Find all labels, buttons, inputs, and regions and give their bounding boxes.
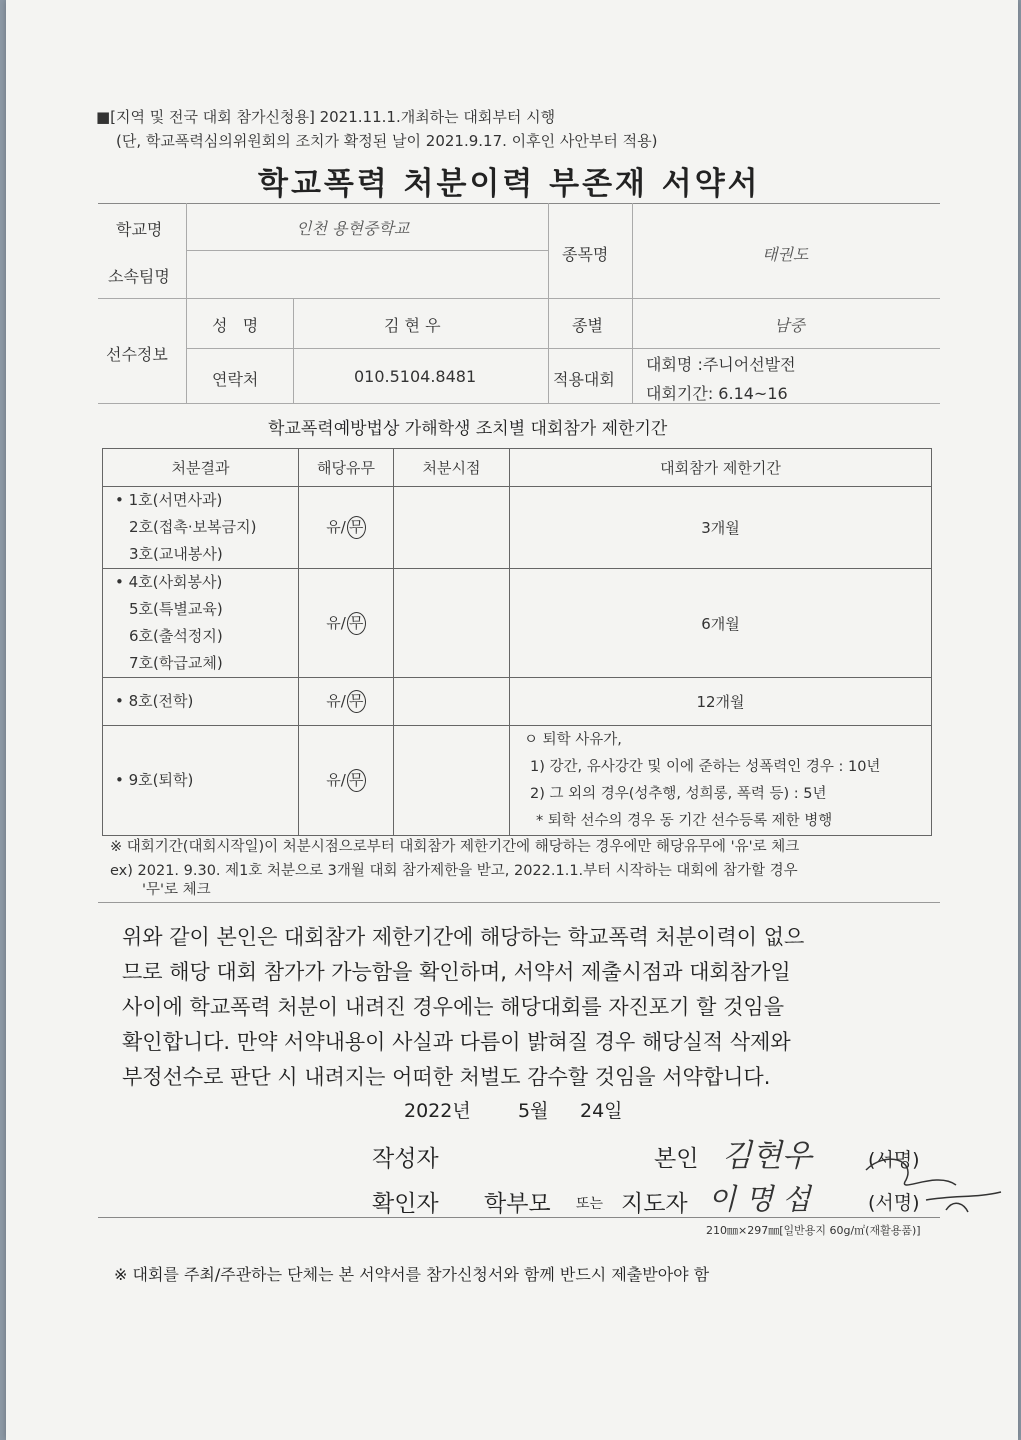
result-item: 7호(학급교체) (129, 654, 223, 672)
result-item: 2호(접촉·보복금지) (129, 518, 257, 536)
event-label: 종목명 (562, 245, 609, 264)
pledge-paragraph (122, 920, 932, 1095)
pledge-line: 부정선수로 판단 시 내려지는 어떠한 처벌도 감수할 것임을 서약합니다. (122, 1065, 771, 1089)
header-point: 처분시점 (394, 449, 510, 487)
name-label: 성 명 (212, 316, 259, 335)
no-option-circled: 무 (347, 690, 366, 713)
date-day: 24일 (580, 1100, 623, 1122)
result-cell (103, 726, 299, 836)
no-option-circled: 무 (347, 516, 366, 539)
writer-label: 작성자 (372, 1146, 439, 1172)
paper-spec: 210㎜×297㎜[일반용지 60g/㎡(재활용품)] (706, 1224, 921, 1237)
no-option-circled: 무 (347, 612, 366, 635)
contact-value: 010.5104.8481 (354, 367, 477, 386)
coach-stamp: (서명) (868, 1192, 920, 1214)
coach-label: 지도자 (621, 1191, 688, 1217)
table-row (103, 678, 932, 726)
pledge-line: 사이에 학교폭력 처분이 내려진 경우에는 해당대회를 자진포기 할 것임을 (122, 995, 784, 1019)
pledge-line: 확인합니다. 만약 서약내용이 사실과 다름이 밝혀질 경우 해당실적 삭제와 (122, 1030, 791, 1054)
applicable-cell[interactable] (299, 678, 394, 726)
competition-name: 대회명 :주니어선발전 (646, 355, 796, 374)
category-value: 남중 (774, 316, 805, 335)
table-row (103, 487, 932, 569)
competition-label: 적용대회 (553, 370, 615, 389)
limit-cell: 6개월 (510, 569, 932, 678)
limit-line: 2) 그 외의 경우(성추행, 성희롱, 폭력 등) : 5년 (530, 785, 827, 802)
limit-line: * 퇴학 선수의 경우 동 기간 선수등록 제한 병행 (536, 812, 833, 829)
pledge-line: 므로 해당 대회 참가가 가능함을 확인하며, 서약서 제출시점과 대회참가일 (122, 960, 791, 984)
yes-option: 유/ (326, 771, 346, 789)
result-item: • 8호(전학) (115, 692, 194, 710)
result-item: 3호(교내봉사) (129, 545, 223, 563)
self-signature: 김현우 (722, 1138, 812, 1174)
confirmer-label: 확인자 (372, 1191, 439, 1217)
limit-cell: 12개월 (510, 678, 932, 726)
no-option-circled: 무 (347, 769, 366, 792)
school-label: 학교명 (116, 220, 163, 239)
self-label: 본인 (654, 1146, 699, 1172)
result-item: • 4호(사회봉사) (115, 573, 223, 591)
result-cell (103, 569, 299, 678)
result-item: 6호(출석정지) (129, 627, 223, 645)
yes-option: 유/ (326, 692, 346, 710)
table-header-row (103, 449, 932, 487)
result-item: • 9호(퇴학) (115, 771, 194, 789)
team-label: 소속팀명 (108, 267, 170, 286)
pledge-line: 위와 같이 본인은 대회참가 제한기간에 해당하는 학교폭력 처분이력이 없으 (122, 925, 805, 949)
limit-line: ㅇ 퇴학 사유가, (524, 731, 622, 748)
result-item: • 1호(서면사과) (115, 491, 223, 509)
document-title: 학교폭력 처분이력 부존재 서약서 (258, 166, 761, 202)
limit-cell: 3개월 (510, 487, 932, 569)
event-value: 태권도 (762, 245, 809, 264)
table-row (103, 569, 932, 678)
note-3: '무'로 체크 (142, 882, 211, 898)
section-title: 학교폭력예방법상 가해학생 조치별 대회참가 제한기간 (268, 419, 668, 439)
date-month: 5월 (518, 1100, 549, 1122)
player-info-label: 선수정보 (106, 345, 168, 364)
applicable-cell[interactable] (299, 726, 394, 836)
result-cell (103, 678, 299, 726)
point-cell (394, 569, 510, 678)
competition-period: 대회기간: 6.14~16 (646, 384, 788, 403)
school-value: 인천 용현중학교 (296, 219, 410, 238)
coach-signature: 이 명 섭 (708, 1182, 811, 1216)
yes-option: 유/ (326, 518, 346, 536)
date-year: 2022년 (404, 1100, 471, 1122)
header-line-1: ■[지역 및 전국 대회 참가신청용] 2021.11.1.개최하는 대회부터 시행 (96, 108, 556, 126)
point-cell (394, 678, 510, 726)
category-label: 종별 (572, 316, 603, 335)
applicable-cell[interactable] (299, 569, 394, 678)
limit-cell (510, 726, 932, 836)
penalty-table (102, 448, 932, 836)
contact-label: 연락처 (212, 370, 259, 389)
header-applicable: 해당유무 (299, 449, 394, 487)
point-cell (394, 726, 510, 836)
header-line-2: (단, 학교폭력심의위원회의 조치가 확정된 날이 2021.9.17. 이후인 사안부터 적용) (116, 132, 658, 150)
result-cell (103, 487, 299, 569)
self-stamp: (서명) (868, 1149, 920, 1171)
limit-line: 1) 강간, 유사강간 및 이에 준하는 성폭력인 경우 : 10년 (530, 758, 881, 775)
or-label: 또는 (576, 1196, 604, 1212)
point-cell (394, 487, 510, 569)
footer-note: ※ 대회를 주최/주관하는 단체는 본 서약서를 참가신청서와 함께 반드시 제출받아야 함 (114, 1265, 710, 1284)
yes-option: 유/ (326, 613, 346, 632)
note-2: ex) 2021. 9.30. 제1호 처분으로 3개월 대회 참가제한을 받고, 2022.1.1.부터 시작하는 대회에 참가할 경우 (110, 863, 798, 879)
header-result: 처분결과 (103, 449, 299, 487)
parent-label: 학부모 (484, 1191, 551, 1217)
document-page (6, 0, 1018, 1440)
applicable-cell[interactable] (299, 487, 394, 569)
table-row (103, 726, 932, 836)
note-1: ※ 대회기간(대회시작일)이 처분시점으로부터 대회참가 제한기간에 해당하는 경우에만 해당유무에 '유'로 체크 (110, 839, 800, 855)
name-value: 김 현 우 (384, 316, 441, 335)
header-limit: 대회참가 제한기간 (510, 449, 932, 487)
result-item: 5호(특별교육) (129, 600, 223, 618)
